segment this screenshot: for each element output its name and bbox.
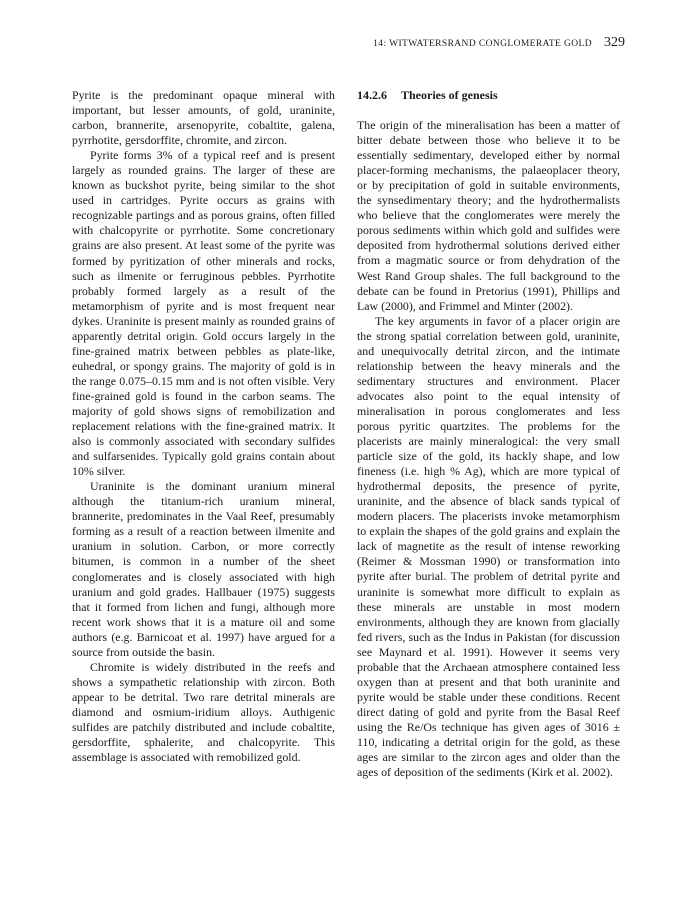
page-number: 329: [604, 35, 625, 50]
paragraph: Pyrite forms 3% of a typical reef and is present largely as rounded grains. The larger of these are known as buckshot pyrite, being similar to the shot used in cartridges. Pyrite occurs as grains with recognizable partings and as porous grains, often filled with chalcopyrite or pyrrhotite. Some concretionary grains are also present. At least some of the pyrite was formed by pyritization of other minerals and rocks, such as ilmenite or ferruginous pebbles. Pyrrhotite probably formed largely as a result of the metamorphism of pyrite and is most frequent near dykes. Uraninite is present mainly as rounded grains of apparently detrital origin. Gold occurs largely in the fine-grained matrix between pebbles as plate-like, euhedral, or spongy grains. The majority of gold is in the range 0.075–0.15 mm and is not often visible. Very fine-grained gold is found in the carbon seams. The majority of gold shows signs of remobilization and replacement relations with the fine-grained matrix. It also is commonly associated with secondary sulfides and sulfarsenides. Typically gold grains contain about 10% silver.: [72, 148, 335, 479]
right-column: [357, 88, 620, 780]
paragraph: Uraninite is the dominant uranium mineral although the titanium-rich uranium mineral, brannerite, predominates in the Vaal Reef, presumably forming as a result of a reaction between ilmenite and uranium in solution. Carbon, or more correctly bitumen, is common in a number of the sheet conglomerates and is closely associated with high uranium and gold grades. Hallbauer (1975) suggests that it formed from lichen and fungi, although more recent work shows that it is a mature oil and some authors (e.g. Barnicoat et al. 1997) have argued for a source from outside the basin.: [72, 479, 335, 659]
paragraph: The key arguments in favor of a placer origin are the strong spatial correlation between gold, uraninite, and unequivocally detrital zircon, and the intimate relationship between the heavy minerals and the sedimentary structures and environment. Placer advocates also point to the equal intensity of mineralisation in porous conglomerates and less porous pyritic quartzites. The problems for the placerists are mainly mineralogical: the very small particle size of the gold, its hackly shape, and low fineness (i.e. high % Ag), which are more typical of hydrothermal deposits, the presence of pyrite, uraninite, and the absence of black sands typical of modern placers. The placerists invoke metamorphism to explain the shapes of the gold grains and explain the lack of magnetite as the result of intense reworking (Reimer & Mossman 1990) or transformation into pyrite after burial. The problem of detrital pyrite and uraninite is somewhat more difficult to explain as these minerals are unstable in most modern environments, although they are known from glacially fed rivers, such as the Indus in Pakistan (for discussion see Maynard et al. 1991). However it seems very probable that the Archaean atmosphere contained less oxygen than at present and that both uraninite and pyrite would be stable under these conditions. Recent direct dating of gold and pyrite from the Basal Reef using the Re/Os technique has given ages of 3016 ± 110, indicating a detrital origin for the gold, as these ages are similar to the zircon ages and older than the ages of deposition of the sediments (Kirk et al. 2002).: [357, 313, 620, 780]
section-number: 14.2.6: [357, 88, 387, 102]
paragraph: Pyrite is the predominant opaque mineral with important, but lesser amounts, of gold, uraninite, carbon, brannerite, arsenopyrite, cobaltite, galena, pyrrhotite, gersdorffite, chromite, and zircon.: [72, 88, 335, 148]
page-header: [365, 35, 625, 51]
paragraph: The origin of the mineralisation has been a matter of bitter debate between those who believe it to be essentially sedimentary, developed either by normal placer-forming mechanisms, the palaeoplacer theory, or by precipitation of gold in suitable environments, the synsedimentary theory; and the hydrothermalists who believe that the conglomerates were merely the porous sediments within which gold and sulfides were deposited from hydrothermal solutions derived either from a magmatic source or from dehydration of the West Rand Group shales. The full background to the debate can be found in Pretorius (1991), Phillips and Law (2000), and Frimmel and Minter (2002).: [357, 118, 620, 313]
running-head: 14: WITWATERSRAND CONGLOMERATE GOLD: [373, 39, 592, 49]
section-title: Theories of genesis: [401, 88, 498, 102]
paragraph: Chromite is widely distributed in the reefs and shows a sympathetic relationship with zircon. Both appear to be detrital. Two rare detrital minerals are diamond and osmium-iridium alloys. Authigenic sulfides are patchily distributed and include cobaltite, gersdorffite, sphalerite, and chalcopyrite. This assemblage is associated with remobilized gold.: [72, 659, 335, 765]
section-heading: [357, 88, 620, 103]
left-column: [72, 88, 335, 765]
